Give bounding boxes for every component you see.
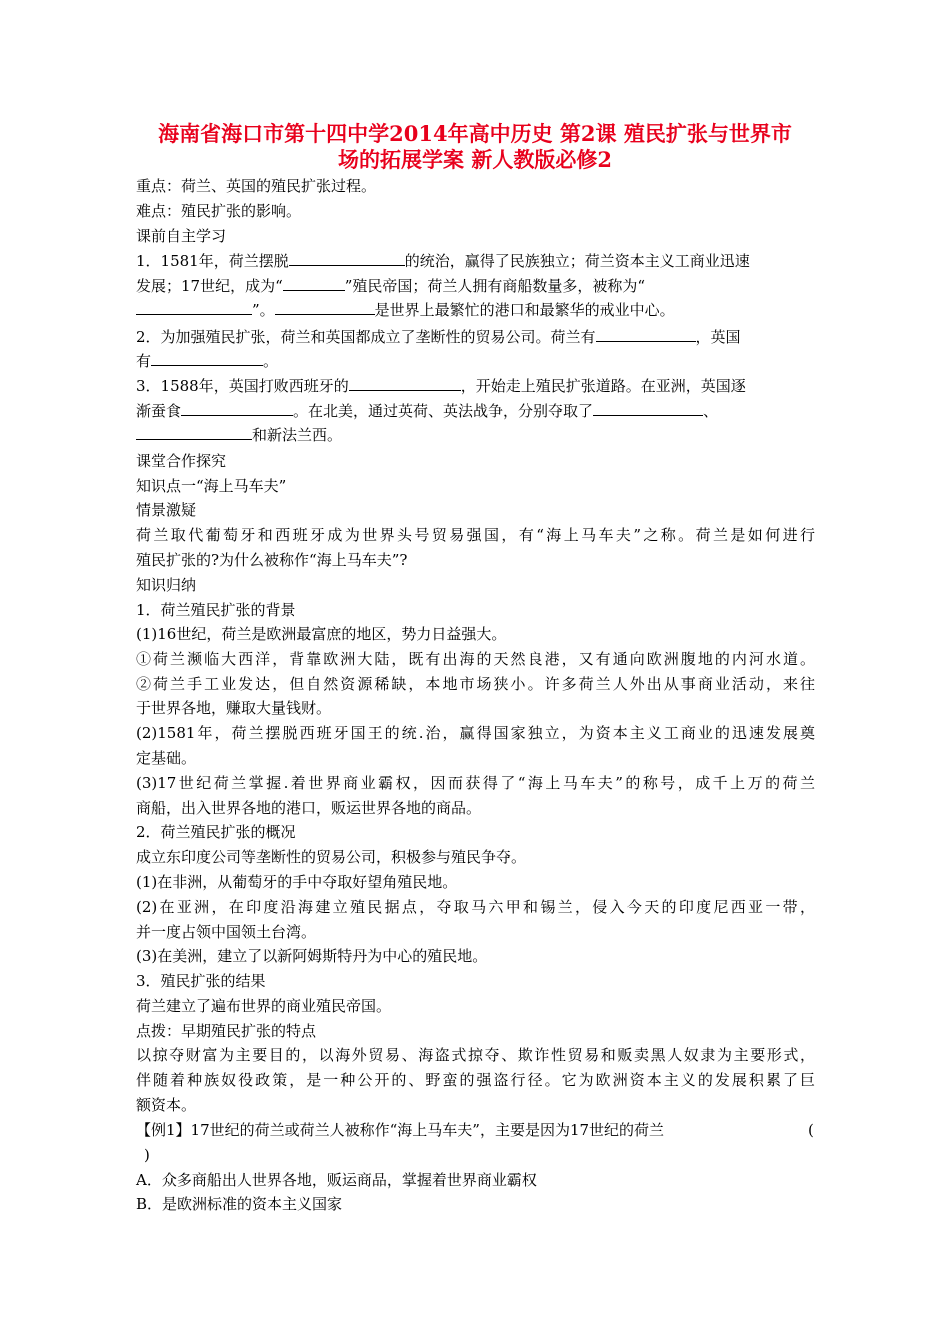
paragraph-line: ②荷兰手工业发达，但自然资源稀缺，本地市场狭小。许多荷兰人外出从事商业活动，来往 — [136, 675, 815, 693]
fill-in-blank[interactable] — [593, 401, 703, 416]
option-a[interactable]: A．众多商船出人世界各地，贩运商品，掌握着世界商业霸权 — [136, 1171, 537, 1189]
fill-in-blank[interactable] — [275, 300, 375, 315]
fill-in-blank[interactable] — [181, 401, 293, 416]
paragraph-line: 殖民扩张的?为什么被称作“海上马车夫”? — [136, 551, 408, 569]
question-1-line-1 — [136, 251, 750, 271]
paragraph-line: (1)在非洲，从葡萄牙的手中夺取好望角殖民地。 — [136, 873, 458, 891]
question-3-line-2 — [136, 401, 718, 421]
paragraph-line: 伴随着种族奴役政策，是一种公开的、野蛮的强盗行径。它为欧洲资本主义的发展积累了巨 — [136, 1071, 815, 1089]
question-text: 2．为加强殖民扩张，荷兰和英国都成立了垄断性的贸易公司。荷兰有 — [136, 328, 596, 346]
paragraph-line: (3)在美洲，建立了以新阿姆斯特丹为中心的殖民地。 — [136, 947, 488, 965]
question-1-line-2 — [136, 276, 645, 296]
section-heading-class: 课堂合作探究 — [136, 452, 227, 470]
question-text: ，开始走上殖民扩张道路。在亚洲，英国逐 — [460, 377, 746, 395]
question-text: 3．1588年，英国打败西班牙的 — [136, 377, 349, 395]
paragraph-line: 定基础。 — [136, 749, 197, 767]
fill-in-blank[interactable] — [596, 327, 696, 342]
question-text: 。 — [263, 352, 279, 370]
fill-in-blank[interactable] — [283, 276, 345, 291]
fill-in-blank[interactable] — [151, 351, 263, 366]
question-text: 、 — [703, 402, 719, 420]
paragraph-line: 于世界各地，赚取大量钱财。 — [136, 699, 332, 717]
fill-in-blank[interactable] — [289, 251, 405, 266]
knowledge-point-1: 知识点一“海上马车夫” — [136, 477, 287, 495]
example-question: 【例1】17世纪的荷兰或荷兰人被称作“海上马车夫”，主要是因为17世纪的荷兰 — [136, 1121, 665, 1139]
section-heading-preview: 课前自主学习 — [136, 227, 227, 245]
paragraph-line: 额资本。 — [136, 1096, 197, 1114]
question-text: ”。 — [252, 301, 275, 319]
fill-in-blank[interactable] — [136, 425, 252, 440]
document-title-line-1: 海南省海口市第十四中学2014年高中历史 第2课 殖民扩张与世界市 — [158, 121, 792, 146]
answer-bracket-open: ( — [808, 1121, 814, 1139]
fill-in-blank[interactable] — [349, 376, 461, 391]
subheading: 1．荷兰殖民扩张的背景 — [136, 601, 296, 619]
question-text: ”殖民帝国；荷兰人拥有商船数量多，被称为“ — [344, 277, 646, 295]
paragraph-line: (1)16世纪，荷兰是欧洲最富庶的地区，势力日益强大。 — [136, 625, 507, 643]
paragraph-line: 荷兰建立了遍布世界的商业殖民帝国。 — [136, 997, 392, 1015]
question-3-line-1 — [136, 376, 746, 396]
question-text: 和新法兰西。 — [252, 426, 343, 444]
question-3-line-3 — [136, 425, 342, 445]
option-b[interactable]: B．是欧洲标准的资本主义国家 — [136, 1195, 343, 1213]
summary-heading: 知识归纳 — [136, 576, 197, 594]
question-text: 发展；17世纪，成为“ — [136, 277, 283, 295]
paragraph-line: 成立东印度公司等垄断性的贸易公司，积极参与殖民争夺。 — [136, 848, 527, 866]
question-text: 1．1581年，荷兰摆脱 — [136, 252, 289, 270]
question-text: 有 — [136, 352, 152, 370]
subheading: 3．殖民扩张的结果 — [136, 972, 266, 990]
question-text: 渐蚕食 — [136, 402, 182, 420]
scenario-heading: 情景激疑 — [136, 501, 197, 519]
document-title-line-2: 场的拓展学案 新人教版必修2 — [338, 147, 612, 172]
question-text: 。在北美，通过英荷、英法战争，分别夺取了 — [293, 402, 594, 420]
paragraph-line: (3)17世纪荷兰掌握.着世界商业霸权，因而获得了“海上马车夫”的称号，成千上万的荷兰 — [136, 774, 815, 792]
difficult-point: 难点：殖民扩张的影响。 — [136, 202, 302, 220]
paragraph-line: 以掠夺财富为主要目的，以海外贸易、海盗式掠夺、欺诈性贸易和贩卖黑人奴隶为主要形式， — [136, 1046, 815, 1064]
question-text: 是世界上最繁忙的港口和最繁华的戒业中心。 — [374, 301, 675, 319]
paragraph-line: (2)1581年，荷兰摆脱西班牙国王的统.治，赢得国家独立，为资本主义工商业的迅速发展奠 — [136, 724, 815, 742]
answer-bracket-close: ) — [144, 1146, 150, 1164]
subheading: 2．荷兰殖民扩张的概况 — [136, 823, 296, 841]
question-2-line-1 — [136, 327, 741, 347]
question-1-line-3 — [136, 300, 675, 320]
fill-in-blank[interactable] — [136, 300, 252, 315]
paragraph-line: 商船，出入世界各地的港口，贩运世界各地的商品。 — [136, 799, 482, 817]
tip-heading: 点拨：早期殖民扩张的特点 — [136, 1022, 317, 1040]
key-point: 重点：荷兰、英国的殖民扩张过程。 — [136, 177, 377, 195]
paragraph-line: 并一度占领中国领土台湾。 — [136, 923, 317, 941]
question-text: ，英国 — [695, 328, 741, 346]
question-2-line-2 — [136, 351, 278, 371]
paragraph-line: (2)在亚洲，在印度沿海建立殖民据点，夺取马六甲和锡兰，侵入今天的印度尼西亚一带， — [136, 898, 815, 916]
paragraph-line: ①荷兰濒临大西洋，背靠欧洲大陆，既有出海的天然良港，又有通向欧洲腹地的内河水道。 — [136, 650, 815, 668]
paragraph-line: 荷兰取代葡萄牙和西班牙成为世界头号贸易强国，有“海上马车夫”之称。荷兰是如何进行 — [136, 526, 815, 544]
question-text: 的统治，赢得了民族独立；荷兰资本主义工商业迅速 — [404, 252, 750, 270]
